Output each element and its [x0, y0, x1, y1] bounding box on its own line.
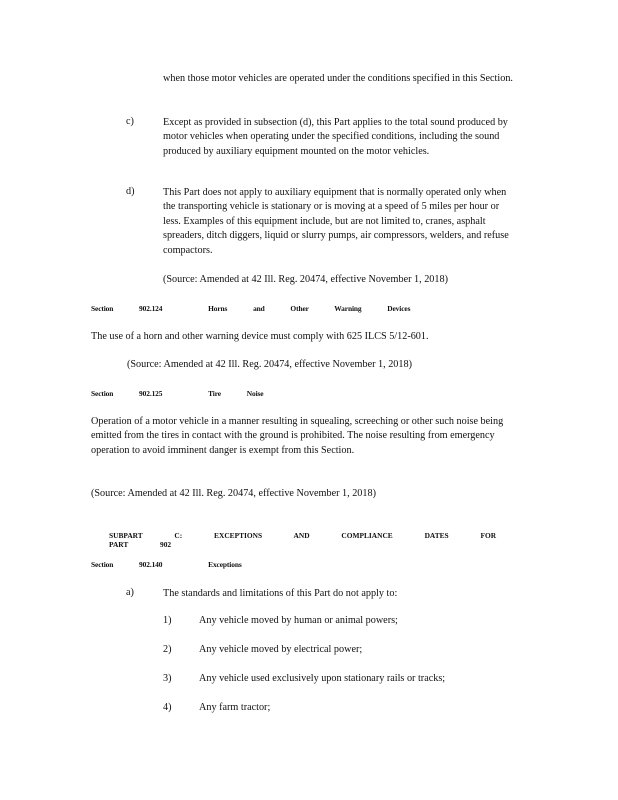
- source-note-1: (Source: Amended at 42 Ill. Reg. 20474, effective November 1, 2018): [163, 274, 448, 285]
- prev-item-tail: when those motor vehicles are operated under the conditions specified in this Section.: [163, 73, 513, 84]
- section-title: Exceptions: [208, 560, 242, 569]
- item-a-text: The standards and limitations of this Part do not apply to:: [163, 588, 398, 599]
- section-title: Tire Noise: [208, 389, 264, 398]
- section-title: Horns and Other Warning Devices: [208, 304, 411, 313]
- item-d-label: d): [126, 186, 135, 197]
- item-a-label: a): [126, 587, 134, 598]
- item-c-text: Except as provided in subsection (d), this Part applies to the total sound produced by motor vehicles when operating under the specified conditions, including the sound produced by auxiliary equipment mounted on the motor vehicles.: [163, 117, 508, 157]
- subitem-number: 2): [163, 644, 172, 655]
- section-902-124-source: (Source: Amended at 42 Ill. Reg. 20474, effective November 1, 2018): [127, 359, 412, 370]
- subitem-text: Any farm tractor;: [199, 702, 271, 713]
- section-number: Section 902.125: [91, 389, 163, 398]
- section-902-124-heading: [91, 304, 511, 313]
- item-c-label: c): [126, 116, 134, 127]
- section-902-125-heading: [91, 389, 511, 398]
- section-number: Section 902.124: [91, 304, 163, 313]
- section-902-125-source: (Source: Amended at 42 Ill. Reg. 20474, effective November 1, 2018): [91, 488, 376, 499]
- subpart-c-heading: SUBPART C: EXCEPTIONS AND COMPLIANCE DATES FOR PART 902: [109, 531, 497, 549]
- subitem-text: Any vehicle used exclusively upon stationary rails or tracks;: [199, 673, 446, 684]
- section-902-125-body: Operation of a motor vehicle in a manner resulting in squealing, screeching or other such noise being emitted from the tires in contact with the ground is prohibited. The noise resulting from emergency operation to avoid imminent danger is exempt from this Section.: [91, 416, 504, 456]
- subitem-number: 1): [163, 615, 172, 626]
- section-902-124-body: The use of a horn and other warning device must comply with 625 ILCS 5/12-601.: [91, 331, 429, 342]
- subitem-number: 3): [163, 673, 172, 684]
- subitem-text: Any vehicle moved by human or animal powers;: [199, 615, 398, 626]
- subitem-number: 4): [163, 702, 172, 713]
- item-d-text: This Part does not apply to auxiliary equipment that is normally operated only when the transporting vehicle is stationary or is moving at a speed of 5 miles per hour or less. Examples of this equipment include, but are not limited to, cranes, asphalt spreaders, ditch diggers, liquid or slurry pumps, air compressors, welders, and refuse compactors.: [163, 187, 509, 256]
- section-902-140-heading: [91, 560, 511, 569]
- subitem-text: Any vehicle moved by electrical power;: [199, 644, 363, 655]
- section-number: Section 902.140: [91, 560, 163, 569]
